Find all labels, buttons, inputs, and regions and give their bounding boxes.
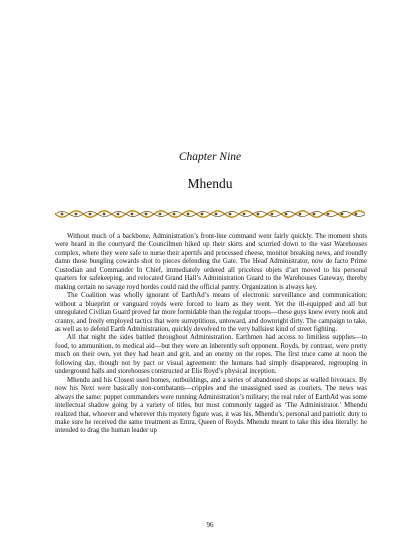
- ornament-dot: [201, 213, 204, 216]
- ornament-dot: [103, 213, 106, 216]
- ornamental-divider: [55, 207, 365, 221]
- ornament-dot: [257, 213, 260, 216]
- ornament-dot: [243, 213, 246, 216]
- ornament-dot: [299, 213, 302, 216]
- ornament-dot: [117, 213, 120, 216]
- page-number: 96: [206, 521, 214, 529]
- paragraph: The Coalition was wholly ignorant of EarthAd’s means of electronic surveillance and communication; without a blueprint or vanguard royds were forced to learn as they went. Yet the ill-equipped and all but unregulated Civilian Guard proved far more formidable than the regular troops—these guys knew every nook and cranny, and freely employed tactics that were surreptitious, untoward, and downright dirty. The campaign to take, as well as to defend Earth Administration, quickly devolved to the very ballsiest kind of street fighting.: [55, 292, 367, 333]
- ornament-dot: [187, 213, 190, 216]
- ornament-dot: [327, 213, 330, 216]
- ornament-dot: [145, 213, 148, 216]
- ornament-dot: [89, 213, 92, 216]
- ornament-dot: [131, 213, 134, 216]
- ornament-dot: [285, 213, 288, 216]
- ornament-dot: [159, 213, 162, 216]
- ornament-dot: [313, 213, 316, 216]
- chapter-title: Mhendu: [187, 176, 233, 191]
- ornament-dot: [355, 213, 358, 216]
- ornament-dot: [215, 213, 218, 216]
- ornament-dot: [75, 213, 78, 216]
- paragraph: Mhendu and his Closest used homes, outbuildings, and a series of abandoned shops as walled bivouacs. By now his Next were basically non-combatants—cripples and the unassigned used as couriers. The news was always the same: puppet commanders were running Administration’s military; the real ruler of EarthAd was some intellectual shadow going by a variety of titles, but most commonly tagged as ‘The Administrator.’ Mhendu realized that, whoever and wherever this mystery figure was, it was his, Mhendu’s, personal and patriotic duty to make sure he received the same treatment as Emra, Queen of Royds. Mhendu meant to take this idea literally: he intended to drag the human leader up: [55, 376, 367, 435]
- ornament-dot: [271, 213, 274, 216]
- paragraph: All that night the sides battled throughout Administration. Earthmen had access to limitless supplies—to food, to ammunition, to medical aid—but they were an inherently soft opponent. Royds, by contrast, were pretty much on their own, yet they had heart and grit, and an enemy on the ropes. The first truce came at noon the following day, though not by pact or visual agreement: the humans had simply disappeared, regrouping in underground halls and storehouses constructed at Elis Royd’s physical inception.: [55, 334, 367, 376]
- ornament-dot: [229, 213, 232, 216]
- chapter-body: [55, 233, 367, 436]
- ornament-dot: [61, 213, 64, 216]
- chapter-label: Chapter Nine: [178, 151, 242, 163]
- ornament-dot: [341, 213, 344, 216]
- ornament-dot: [173, 213, 176, 216]
- paragraph: Without much of a backbone, Administration’s front-line command went fairly quickly. The moment shots were heard in the courtyard the Councilmen hiked up their skirts and scurried down to the vast Warehouses complex, where they were safe to nurse their apertifs and processed cheese, monitor breaking news, and roundly damn those bungling cowards shot to pieces defending the Gate. The Head Administrator, now de facto Prime Custodian and Commander In Chief, immediately ordered all priceless objets d’art moved to his personal quarters for safekeeping, and relocated Grand Hall’s Administration Guard to the Warehouses Gateway, thereby making certain no savage royd hordes could raid the official pantry. Organization is always key.: [55, 233, 367, 291]
